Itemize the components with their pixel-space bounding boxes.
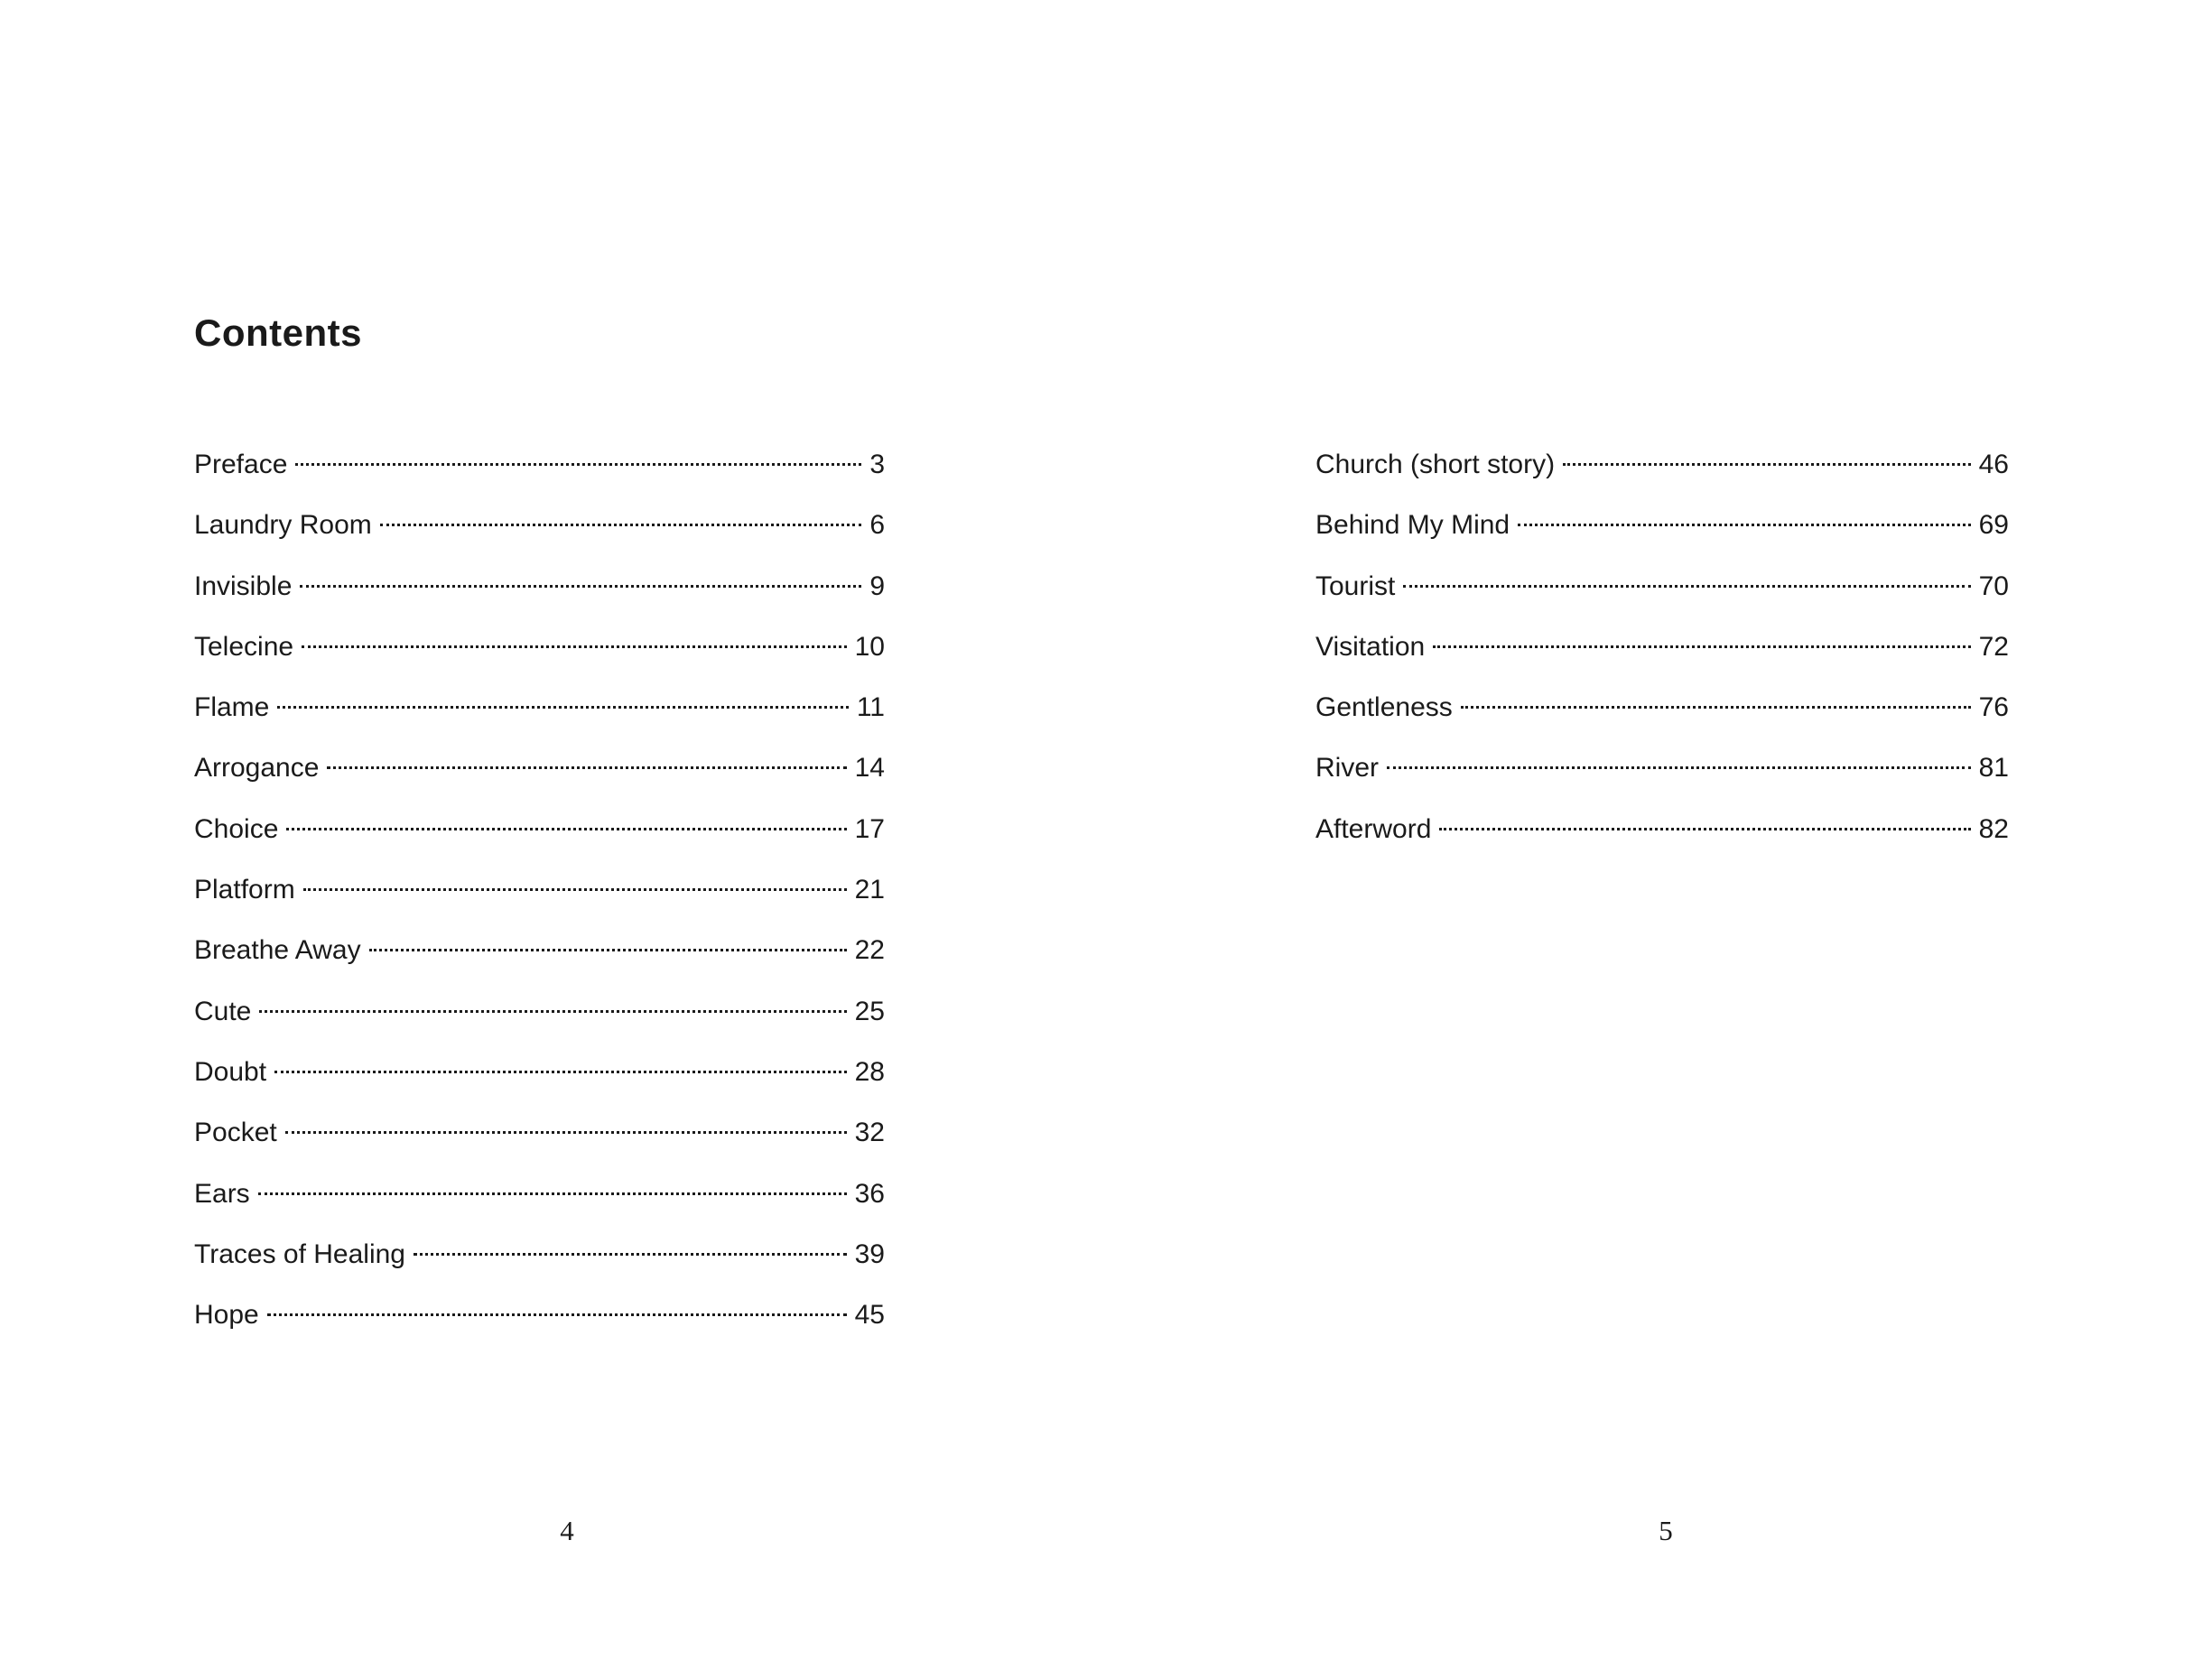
toc-entry-page-number: 3 bbox=[869, 450, 885, 479]
toc-entry-page-number: 45 bbox=[854, 1300, 885, 1331]
toc-entry-page-number: 32 bbox=[854, 1118, 885, 1148]
toc-column-left bbox=[194, 447, 885, 1358]
toc-entry-title: Gentleness bbox=[1315, 692, 1453, 723]
toc-entry-title: Pocket bbox=[194, 1118, 277, 1148]
toc-entry-title: Tourist bbox=[1315, 571, 1396, 601]
toc-entry-title: Hope bbox=[194, 1300, 259, 1331]
toc-entry bbox=[1315, 629, 2009, 690]
toc-entry bbox=[194, 932, 885, 993]
toc-entry-page-number: 39 bbox=[854, 1239, 885, 1269]
toc-entry-page-number: 82 bbox=[1978, 813, 2009, 844]
toc-entry bbox=[1315, 690, 2009, 750]
toc-entry bbox=[1315, 507, 2009, 568]
toc-entry-title: Doubt bbox=[194, 1056, 267, 1087]
toc-entry-title: Platform bbox=[194, 875, 295, 905]
contents-heading: Contents bbox=[194, 311, 362, 354]
toc-entry-page-number: 70 bbox=[1978, 571, 2009, 601]
toc-entry-page-number: 81 bbox=[1978, 753, 2009, 784]
toc-entry-page-number: 11 bbox=[856, 692, 885, 723]
toc-entry-title: Telecine bbox=[194, 631, 294, 662]
toc-entry-page-number: 36 bbox=[854, 1178, 885, 1209]
toc-entry-title: Traces of Healing bbox=[194, 1239, 405, 1269]
toc-entry bbox=[194, 1054, 885, 1115]
dot-leader bbox=[1433, 645, 1970, 648]
toc-entry-page-number: 69 bbox=[1978, 510, 2009, 541]
toc-entry bbox=[194, 569, 885, 629]
toc-entry-page-number: 28 bbox=[854, 1056, 885, 1087]
dot-leader bbox=[1518, 524, 1971, 526]
toc-entry-title: Laundry Room bbox=[194, 510, 372, 541]
dot-leader bbox=[380, 524, 862, 526]
dot-leader bbox=[286, 828, 846, 830]
toc-entry bbox=[1315, 569, 2009, 629]
toc-entry bbox=[1315, 750, 2009, 811]
toc-entry-page-number: 6 bbox=[869, 510, 885, 541]
toc-entry-title: Visitation bbox=[1315, 631, 1426, 662]
toc-column-right bbox=[1315, 447, 2009, 872]
toc-entry bbox=[194, 690, 885, 750]
dot-leader bbox=[1439, 828, 1970, 830]
toc-entry-page-number: 10 bbox=[854, 631, 885, 662]
dot-leader bbox=[258, 1192, 847, 1195]
toc-entry-page-number: 22 bbox=[854, 935, 885, 966]
toc-entry-page-number: 72 bbox=[1978, 631, 2009, 662]
toc-entry-title: Behind My Mind bbox=[1315, 510, 1510, 541]
dot-leader bbox=[274, 1071, 847, 1073]
toc-entry bbox=[194, 1237, 885, 1297]
toc-entry-page-number: 17 bbox=[854, 813, 885, 844]
toc-entry-title: Afterword bbox=[1315, 813, 1432, 844]
toc-entry-page-number: 76 bbox=[1978, 692, 2009, 723]
toc-entry-page-number: 9 bbox=[869, 571, 885, 601]
dot-leader bbox=[369, 949, 847, 951]
toc-entry-title: Invisible bbox=[194, 571, 293, 601]
toc-entry bbox=[194, 994, 885, 1054]
toc-entry-title: Cute bbox=[194, 996, 252, 1026]
toc-entry bbox=[194, 507, 885, 568]
toc-entry-title: Church (short story) bbox=[1315, 450, 1556, 479]
toc-entry-title: Arrogance bbox=[194, 753, 320, 784]
toc-entry-title: Choice bbox=[194, 813, 279, 844]
toc-entry-page-number: 46 bbox=[1978, 450, 2009, 479]
dot-leader bbox=[303, 888, 847, 891]
dot-leader bbox=[302, 645, 847, 648]
toc-entry-page-number: 21 bbox=[854, 875, 885, 905]
toc-entry bbox=[194, 1115, 885, 1175]
dot-leader bbox=[277, 706, 848, 709]
toc-entry-title: Flame bbox=[194, 692, 270, 723]
toc-entry-title: Preface bbox=[194, 450, 288, 479]
page-number-right: 5 bbox=[1659, 1515, 1673, 1546]
dot-leader bbox=[414, 1253, 847, 1256]
toc-entry-page-number: 25 bbox=[854, 996, 885, 1026]
toc-entry-page-number: 14 bbox=[854, 753, 885, 784]
toc-entry-title: Ears bbox=[194, 1178, 250, 1209]
toc-entry bbox=[194, 447, 885, 507]
dot-leader bbox=[267, 1313, 847, 1316]
toc-entry-title: Breathe Away bbox=[194, 935, 361, 966]
toc-entry-title: River bbox=[1315, 753, 1380, 784]
dot-leader bbox=[327, 766, 846, 769]
toc-entry bbox=[1315, 447, 2009, 507]
dot-leader bbox=[1387, 766, 1971, 769]
toc-entry bbox=[194, 872, 885, 932]
dot-leader bbox=[300, 585, 861, 588]
page-number-left: 4 bbox=[560, 1515, 574, 1546]
dot-leader bbox=[1403, 585, 1970, 588]
dot-leader bbox=[285, 1131, 847, 1134]
toc-entry bbox=[194, 629, 885, 690]
toc-entry bbox=[194, 1176, 885, 1237]
toc-entry bbox=[1315, 812, 2009, 872]
toc-entry bbox=[194, 812, 885, 872]
toc-entry bbox=[194, 1297, 885, 1358]
dot-leader bbox=[1563, 463, 1971, 466]
dot-leader bbox=[295, 463, 861, 466]
toc-entry bbox=[194, 750, 885, 811]
dot-leader bbox=[1461, 706, 1971, 709]
dot-leader bbox=[259, 1010, 846, 1013]
